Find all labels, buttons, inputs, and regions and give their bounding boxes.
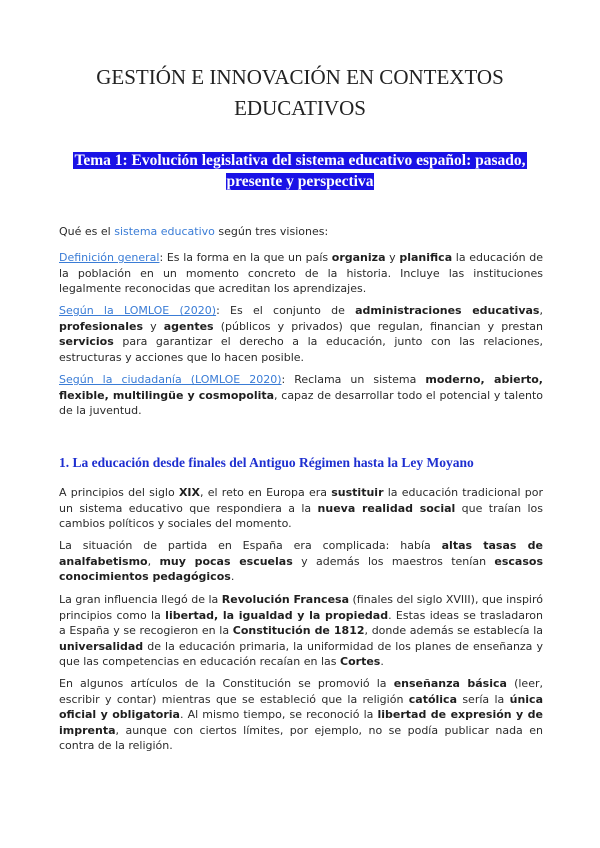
definicion-general-link[interactable]: Definición general [59,251,160,264]
intro-text-after: según tres visiones: [214,225,329,238]
text: La situación de partida en España era complicada: había [59,539,442,552]
text: . [380,655,384,668]
text: , aunque con ciertos límites, por ejemplo, no se podía publicar nada en contra de la religión. [59,723,543,752]
paragraph-constitucion [59,676,543,754]
text: que traían los cambios políticos y sociales del momento. [59,501,544,530]
bold-text: sustituir [331,486,384,499]
text: : Es el conjunto de [216,304,356,317]
bold-text: escasos conocimientos pedagógicos [59,554,544,583]
bold-text: Cortes [340,655,381,668]
text: En algunos artículos de la Constitución se promovió la [59,677,394,690]
text: , donde además se establecía la [364,624,544,637]
text: y además los maestros tenían [292,554,495,568]
bold-text: libertad de expresión y de imprenta [59,708,543,737]
lomloe-2020-link[interactable]: Según la LOMLOE (2020) [59,304,217,317]
bold-text: profesionales [59,319,144,333]
intro-paragraph [59,224,543,240]
text: : Es la forma en la que un país [159,251,332,264]
text: : Reclama un sistema [281,373,426,386]
bold-text: moderno, abierto, flexible, multilingüe y cosmopolita [59,373,543,402]
topic-subtitle [55,150,545,192]
text: la educación tradicional por un sistema educativo que respondiera a la [59,486,543,515]
text: sería la [457,692,510,706]
paragraph-revolucion-francesa [59,592,543,670]
intro-text-before: Qué es el [59,225,115,238]
bold-text: muy pocas escuelas [159,554,293,568]
text: y [143,319,164,333]
bold-text: planifica [399,251,453,264]
bold-text: enseñanza básica [393,677,507,690]
document-title: GESTIÓN E INNOVACIÓN EN CONTEXTOS EDUCATIVOS [96,65,504,120]
text: (públicos y privados) que regulan, financian y prestan [213,319,543,333]
ciudadania-lomloe-link[interactable]: Según la ciudadanía (LOMLOE 2020) [59,373,282,386]
subtitle-line-1: Tema 1: Evolución legislativa del sistema educativo español: pasado, [74,152,526,169]
text: , el reto en Europa era [200,486,332,499]
bold-text: única oficial y obligatoria [59,692,543,721]
bold-text: administraciones educativas [355,304,540,317]
text: la educación de la población en un momento concreto de la historia. Incluye las instituciones legalmente reconocidas que acreditan los aprendizajes. [59,251,543,295]
text: de la educación primaria, la uniformidad de los planes de enseñanza y que las competencias en educación recaían en las [59,639,543,668]
text: , [147,554,160,568]
definition-lomloe-paragraph [59,303,543,365]
text: . Estas ideas se trasladaron a España y se recogieron en la [59,608,543,637]
text: A principios del siglo [59,486,179,499]
text: , capaz de desarrollar todo el potencial y talento de la juventud. [59,388,543,417]
bold-text: Revolución Francesa [221,593,349,606]
definition-general-paragraph [59,250,543,297]
bold-text: católica [408,692,457,706]
sistema-educativo-link[interactable]: sistema educativo [114,225,215,238]
definition-ciudadania-paragraph [59,372,543,419]
text: . Al mismo tiempo, se reconoció la [179,708,378,721]
bold-text: agentes [163,319,214,333]
text: , [539,304,543,317]
bold-text: Constitución de 1812 [232,624,365,637]
paragraph-situacion-espana [59,538,543,585]
text: y [385,251,400,264]
bold-text: libertad, la igualdad y la propiedad [165,608,389,622]
bold-text: altas tasas de analfabetismo [59,539,543,568]
text: La gran influencia llegó de la [59,593,222,606]
text: para garantizar el derecho a la educación, junto con las relaciones, estructuras y acciones que lo hacen posible. [59,335,543,364]
bold-text: universalidad [59,639,144,653]
bold-text: organiza [331,251,386,264]
section-1-heading: 1. La educación desde finales del Antiguo Régimen hasta la Ley Moyano [59,455,474,470]
text: (leer, escribir y contar) mientras que se estableció que la religión [59,677,543,706]
text: (finales del siglo XVIII), que inspiró principios como la [59,593,543,622]
paragraph-siglo-xix [59,485,543,532]
text: . [230,570,235,583]
bold-text: servicios [59,335,114,348]
bold-text: XIX [178,486,201,499]
subtitle-line-2: presente y perspectiva [226,173,374,190]
bold-text: nueva realidad social [317,501,456,515]
